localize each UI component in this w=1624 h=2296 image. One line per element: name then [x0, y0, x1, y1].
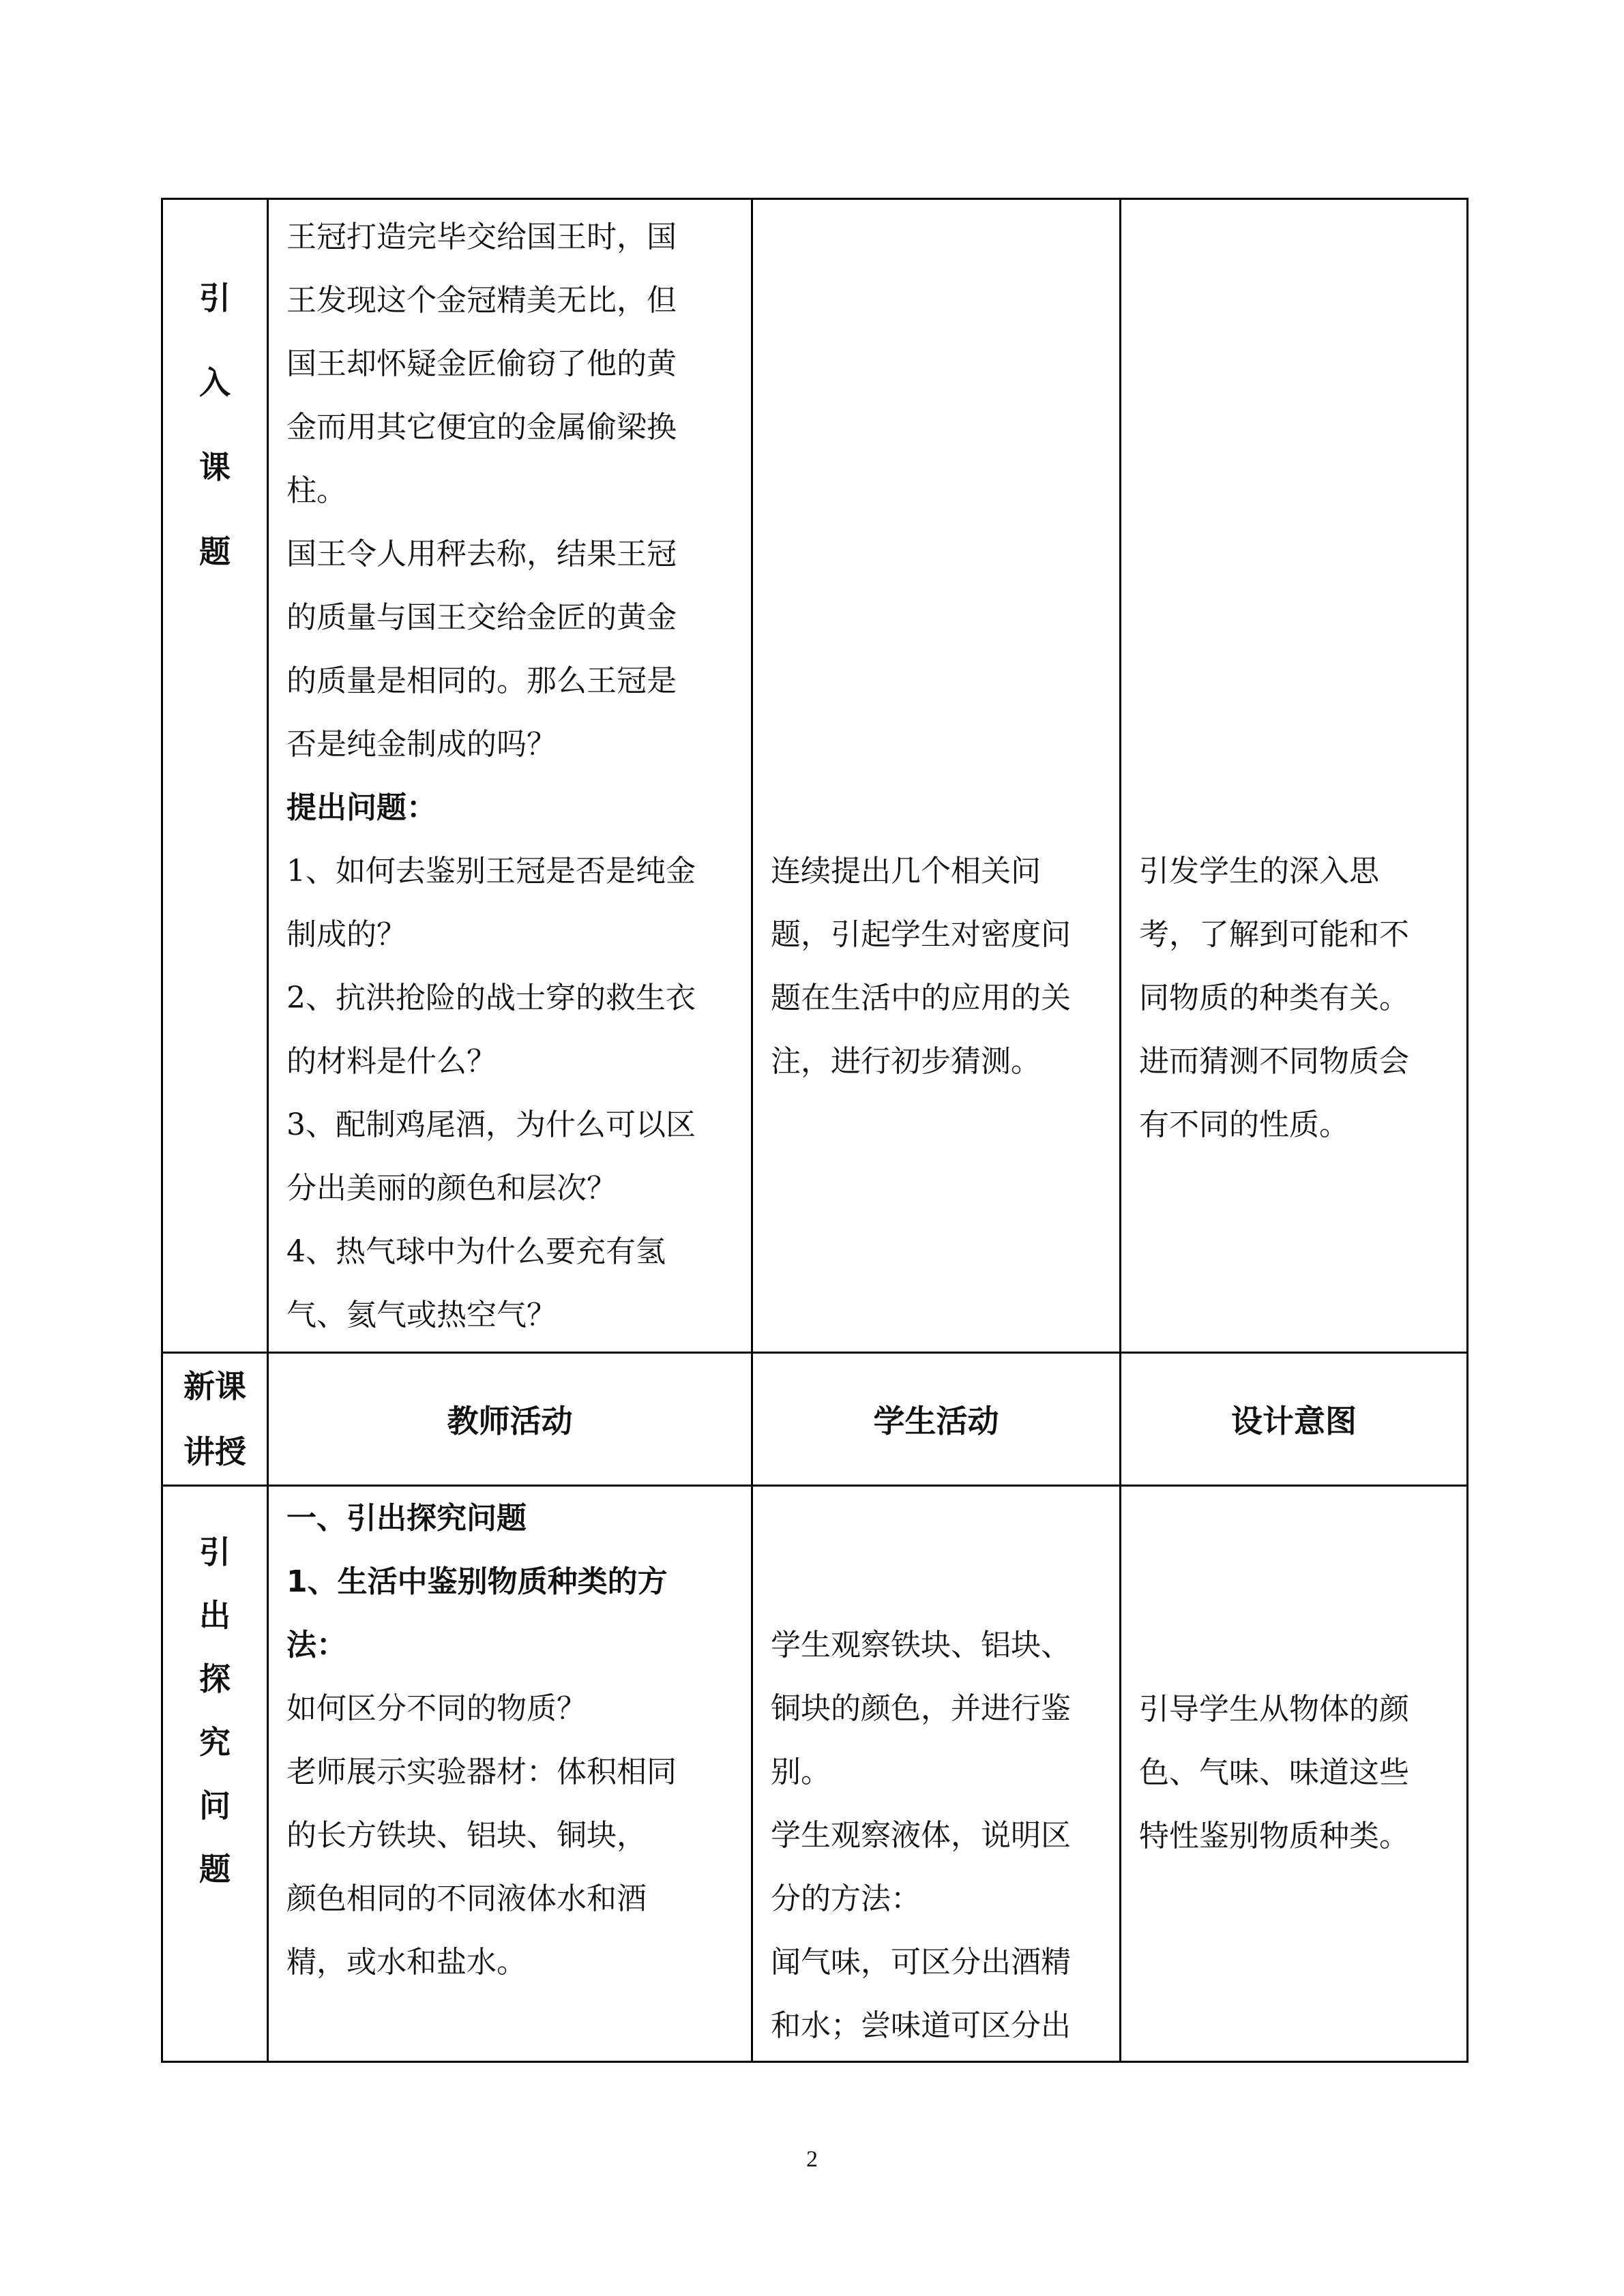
stage-char: 引 [199, 280, 231, 316]
student-activity-explore [753, 1487, 1119, 2057]
text-line: 金而用其它便宜的金属偷梁换 [286, 410, 677, 445]
text-line: 国王令人用秤去称，结果王冠 [286, 537, 677, 571]
stage-char: 讲授 [183, 1433, 246, 1470]
text-line: 精，或水和盐水。 [286, 1945, 527, 1980]
intro-row [162, 199, 1468, 1353]
text-line: 别。 [771, 1755, 831, 1789]
stage-char: 入 [199, 364, 231, 401]
stage-char: 新课 [183, 1368, 246, 1405]
text-line: 闻气味，可区分出酒精 [771, 1945, 1071, 1980]
text-line: 铜块的颜色，并进行鉴 [771, 1691, 1071, 1726]
header-stage-cell [162, 1353, 268, 1486]
text-line: 分的方法： [771, 1881, 921, 1916]
header-teacher-activity: 教师活动 [268, 1353, 752, 1486]
text-line: 题在生活中的应用的关 [771, 981, 1071, 1015]
text-line: 如何区分不同的物质？ [286, 1691, 587, 1726]
header-stage-label [163, 1354, 267, 1485]
stage-char: 问 [199, 1787, 231, 1824]
stage-char: 探 [199, 1660, 231, 1697]
text-line: 制成的？ [286, 917, 407, 952]
stage-char: 题 [199, 1851, 231, 1888]
design-intent-intro [1121, 200, 1466, 1157]
teacher-activity-intro [269, 200, 751, 1347]
stage-char: 题 [199, 533, 231, 570]
stage-char: 课 [199, 449, 231, 486]
text-line: 进而猜测不同物质会 [1139, 1044, 1409, 1079]
stage-cell-intro [162, 199, 268, 1353]
header-row [162, 1353, 1468, 1486]
teacher-activity-cell-intro [268, 199, 752, 1353]
stage-label-explore [163, 1487, 267, 1901]
lesson-plan-table [161, 198, 1468, 2063]
text-line: 老师展示实验器材：体积相同 [286, 1755, 677, 1789]
text-line: 分出美丽的颜色和层次？ [286, 1171, 617, 1206]
text-line: 题，引起学生对密度问 [771, 917, 1071, 952]
header-design-intent: 设计意图 [1121, 1353, 1468, 1486]
text-line: 颜色相同的不同液体水和酒 [286, 1881, 647, 1916]
text-line: 的质量与国王交给金匠的黄金 [286, 600, 677, 635]
text-line: 特性鉴别物质种类。 [1139, 1819, 1409, 1853]
text-line: 提出问题： [286, 790, 437, 825]
text-line: 色、气味、味道这些 [1139, 1755, 1409, 1790]
text-line: 有不同的性质。 [1139, 1107, 1349, 1142]
design-intent-explore [1121, 1487, 1466, 1868]
text-line: 引发学生的深入思 [1139, 854, 1379, 889]
text-line: 同物质的种类有关。 [1139, 981, 1409, 1015]
text-line: 国王却怀疑金匠偷窃了他的黄 [286, 346, 677, 381]
explore-row [162, 1486, 1468, 2062]
text-line: 注，进行初步猜测。 [771, 1044, 1041, 1079]
student-activity-intro [753, 200, 1119, 1093]
stage-char: 引 [199, 1534, 231, 1570]
text-line: 法： [286, 1628, 346, 1663]
text-line: 王冠打造完毕交给国王时，国 [286, 220, 677, 254]
text-line: 一、引出探究问题 [286, 1501, 527, 1536]
stage-char: 出 [199, 1597, 231, 1634]
teacher-activity-cell-explore [268, 1486, 752, 2062]
text-line: 2、抗洪抢险的战士穿的救生衣 [286, 981, 696, 1015]
text-line: 的长方铁块、铝块、铜块， [286, 1818, 647, 1853]
teacher-activity-explore [269, 1487, 751, 1994]
design-intent-cell-explore [1121, 1486, 1468, 2062]
student-activity-cell-explore [752, 1486, 1121, 2062]
page-number: 2 [806, 2147, 818, 2172]
text-line: 的材料是什么？ [286, 1044, 497, 1079]
text-line: 学生观察液体，说明区 [771, 1818, 1071, 1853]
text-line: 气、氦气或热空气？ [286, 1298, 557, 1332]
text-line: 引导学生从物体的颜 [1139, 1692, 1409, 1727]
student-activity-cell-intro [752, 199, 1121, 1353]
text-line: 柱。 [286, 473, 346, 508]
design-intent-cell-intro [1121, 199, 1468, 1353]
text-line: 学生观察铁块、铝块、 [771, 1628, 1071, 1663]
text-line: 1、生活中鉴别物质种类的方 [286, 1564, 668, 1599]
text-line: 连续提出几个相关问 [771, 854, 1041, 889]
text-line: 3、配制鸡尾酒，为什么可以区 [286, 1107, 696, 1142]
stage-cell-explore [162, 1486, 268, 2062]
text-line: 和水；尝味道可区分出 [771, 2008, 1071, 2043]
stage-char: 究 [199, 1724, 231, 1761]
text-line: 4、热气球中为什么要充有氢 [286, 1234, 666, 1269]
header-student-activity: 学生活动 [752, 1353, 1121, 1486]
stage-label-intro [163, 200, 267, 594]
text-line: 否是纯金制成的吗？ [286, 727, 557, 762]
text-line: 1、如何去鉴别王冠是否是纯金 [286, 854, 696, 889]
text-line: 考，了解到可能和不 [1139, 917, 1409, 952]
text-line: 的质量是相同的。那么王冠是 [286, 664, 677, 698]
text-line: 王发现这个金冠精美无比，但 [286, 283, 677, 318]
